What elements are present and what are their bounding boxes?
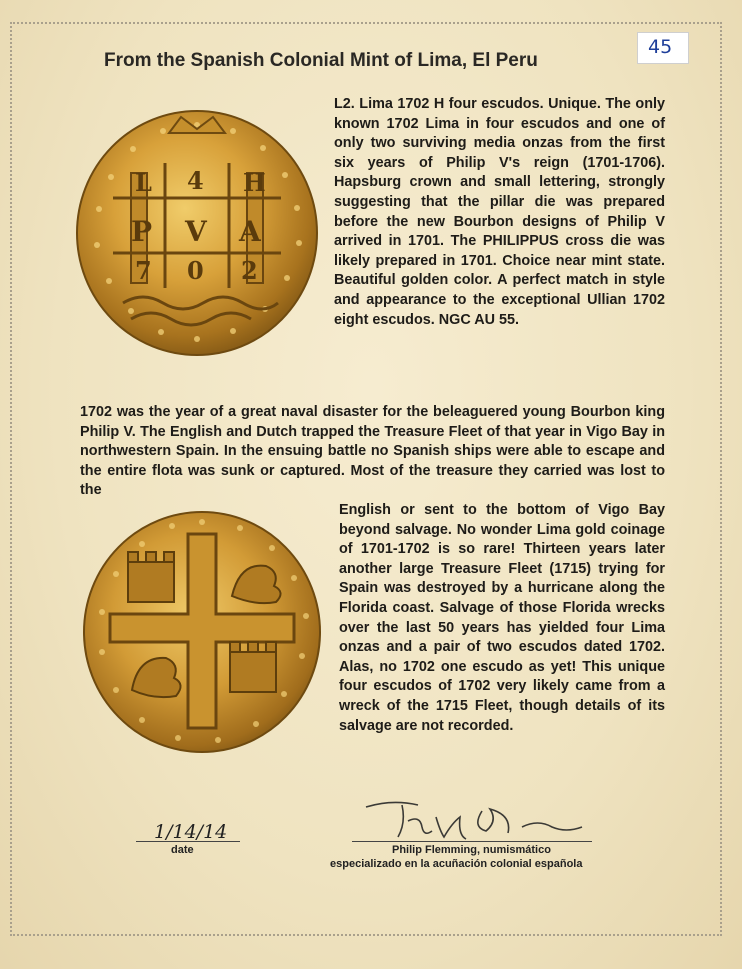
obverse-letter: L [135,168,152,197]
history-paragraph: 1702 was the year of a great naval disaster for the beleaguered young Bourbon king Philip V. The English and Dutch trapped the Treasure Fleet of that year in Vigo Bay in northwestern Spain. In the ensuing battle no Spanish ships were able to escape and the entire flota was sunk or captured. Most of the treasure they carried was lost to the [80,404,665,499]
obverse-letter: 4 [187,166,204,195]
coin-obverse-image [73,103,321,359]
obverse-letter: P [131,215,153,248]
history-paragraph-continued: English or sent to the bottom of Vigo Bay beyond salvage. No wonder Lima gold coinage of 1701-1702 is so rare! Thirteen years later another large Treasure Fleet (1715) trying for Spain was destroyed by a hurricane along the Florida coast. Salvage of those Florida wrecks over the last 50 years has yielded four Lima onzas and a pair of two escudos dated 1702. Alas, no 1702 one escudo as yet! This unique four escudos of 1702 very likely came from a wreck of the 1715 Fleet, though details of its salvage are not recorded. [339,502,665,734]
obverse-letter: 0 [187,256,204,285]
signer-title: especializado en la acuñación colonial española [330,858,583,870]
lot-description: L2. Lima 1702 H four escudos. Unique. The only known 1702 Lima in four escudos and one of only two surviving media onzas from the first six years of Philip V's reign (1701-1706). Hapsburg crown and small lettering, strongly suggesting that the pillar die was prepared before the new Bourbon designs of Philip V arrived in 1701. The PHILIPPUS cross die was likely prepared in 1701. Choice near mint state. Beautiful golden color. A perfect match in style and appearance to the exceptional Ullian 1702 eight escudos. NGC AU 55. [334,96,665,328]
page-title: From the Spanish Colonial Mint of Lima, El Peru [104,50,538,71]
obverse-letter: A [239,215,261,248]
lot-number-tag: 45 [637,32,689,64]
obverse-letter: V [185,215,207,248]
handwritten-signature [362,797,586,845]
handwritten-date: 1/14/14 [154,821,228,843]
coin-reverse-image [80,506,328,758]
signature-line [352,841,592,842]
obverse-letter: H [243,168,266,197]
obverse-letter: 7 [135,256,152,285]
obverse-letter: 2 [241,256,258,285]
signer-name: Philip Flemming, numismático [392,844,551,856]
date-signature-line [136,841,240,842]
date-label: date [171,844,194,856]
